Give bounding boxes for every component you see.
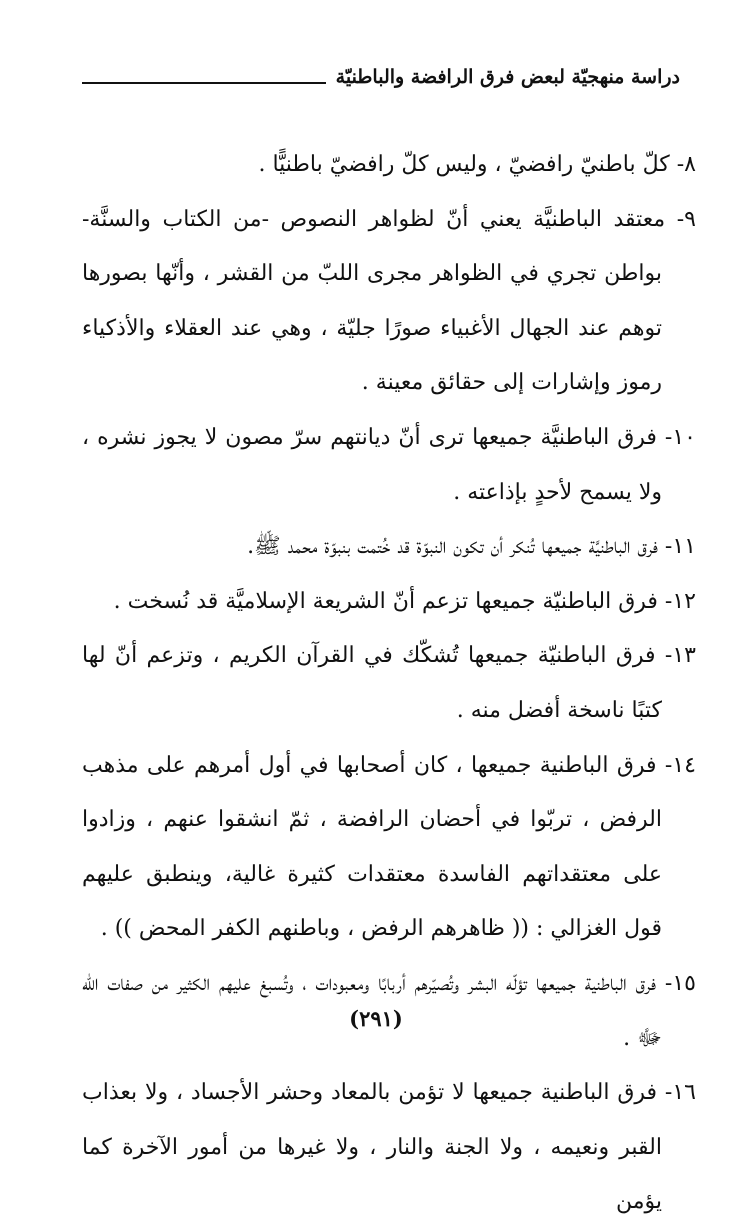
list-item: ٨- كلّ باطنيّ رافضيّ ، وليس كلّ رافضيّ باطنيًّا . — [258, 152, 696, 177]
list-item: ١٠- فرق الباطنيَّة جميعها ترى أنّ ديانتهم سرّ مصون لا يجوز نشره ، ولا يسمح لأحدٍ بإذاعته . — [82, 424, 696, 505]
list-item: ١٥- فرق الباطنية جميعها تؤلّه البشر وتُصيّرهم أربابًا ومعبودات ، وتُسبغ عليهم الكثير من صفات الله ﷻ . — [82, 970, 696, 1051]
list-item: ١٢- فرق الباطنيّة جميعها تزعم أنّ الشريعة الإسلاميَّة قد نُسخت . — [113, 588, 696, 614]
list-item: ٩- معتقد الباطنيَّة يعني أنّ لظواهر النصوص -من الكتاب والسنَّة- بواطن تجري في الظواهر مجرى اللبّ من القشر ، وأنّها بصورها توهم عند الجهال الأغبياء صورًا جليّة ، وهي عند العقلاء والأذكياء رموز وإشارات إلى حقائق معينة . — [82, 206, 696, 396]
list-item: ١٦- فرق الباطنية جميعها لا تؤمن بالمعاد وحشر الأجساد ، ولا بعذاب القبر ونعيمه ، ولا الجنة والنار ، ولا غيرها من أمور الآخرة كما يؤمن — [82, 1080, 696, 1215]
header-rule — [82, 82, 326, 84]
page-number: (٢٩١) — [349, 1006, 403, 1031]
list-item: ١٣- فرق الباطنيّة جميعها تُشكّك في القرآن الكريم ، وتزعم أنّ لها كتبًا ناسخة أفضل منه . — [82, 643, 696, 723]
body-text — [82, 138, 696, 1230]
running-header — [82, 62, 680, 92]
list-item: ١٤- فرق الباطنية جميعها ، كان أصحابها في أول أمرهم على مذهب الرفض ، تربّوا في أحضان الرافضة ، ثمّ انشقوا عنهم ، وزادوا على معتقداتهم الفاسدة معتقدات كثيرة غالية، وينطبق عليهم قول الغزالي : (( ظاهرهم الرفض ، وباطنهم الكفر المحض )) . — [82, 752, 696, 942]
header-title: دراسة منهجيّة لبعض فرق الرافضة والباطنيّة — [335, 66, 680, 88]
list-item: ١١- فرق الباطنيَّة جميعها تُنكر أن تكون النبوّة قد خُتمت بنبوّة محمد ﷺ. — [247, 534, 696, 560]
